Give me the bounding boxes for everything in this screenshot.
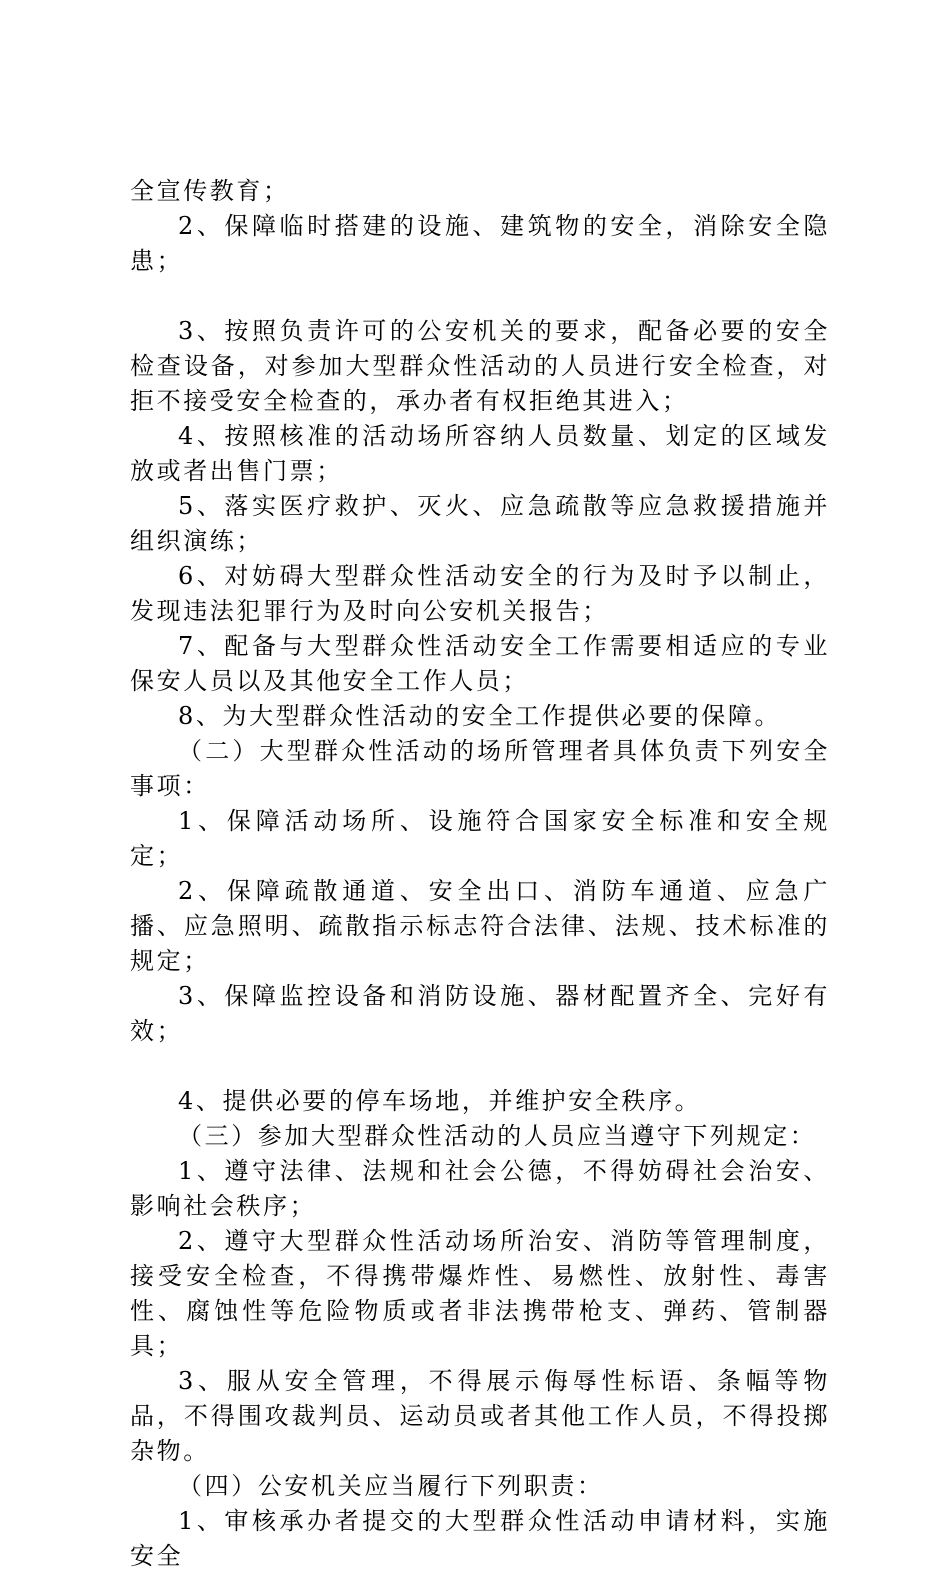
paragraph-continuation: 全宣传教育； [130, 177, 290, 205]
paragraph-item: 1、审核承办者提交的大型群众性活动申请材料，实施安全 [130, 1507, 830, 1570]
paragraph-item: 7、配备与大型群众性活动安全工作需要相适应的专业保安人员以及其他安全工作人员； [130, 632, 830, 695]
paragraph-item: 6、对妨碍大型群众性活动安全的行为及时予以制止，发现违法犯罪行为及时向公安机关报告； [130, 562, 830, 625]
paragraph-item: 1、遵守法律、法规和社会公德，不得妨碍社会治安、影响社会秩序； [130, 1157, 830, 1220]
paragraph-item: 3、保障监控设备和消防设施、器材配置齐全、完好有效； [130, 982, 830, 1045]
paragraph-item: 4、提供必要的停车场地，并维护安全秩序。 [178, 1087, 702, 1115]
paragraph-item: 2、保障疏散通道、安全出口、消防车通道、应急广播、应急照明、疏散指示标志符合法律、法规、技术标准的规定； [130, 877, 830, 975]
paragraph-item: 1、保障活动场所、设施符合国家安全标准和安全规定； [130, 807, 830, 870]
section-heading: （二）大型群众性活动的场所管理者具体负责下列安全事项： [130, 737, 830, 800]
paragraph-item: 8、为大型群众性活动的安全工作提供必要的保障。 [178, 702, 782, 730]
document-body [130, 174, 830, 1574]
section-heading: （四）公安机关应当履行下列职责： [178, 1472, 604, 1500]
paragraph-item: 5、落实医疗救护、灭火、应急疏散等应急救援措施并组织演练； [130, 492, 830, 555]
paragraph-item: 2、保障临时搭建的设施、建筑物的安全，消除安全隐患； [130, 212, 830, 275]
paragraph-item: 3、按照负责许可的公安机关的要求，配备必要的安全检查设备，对参加大型群众性活动的人员进行安全检查，对拒不接受安全检查的，承办者有权拒绝其进入； [130, 317, 830, 415]
section-heading: （三）参加大型群众性活动的人员应当遵守下列规定： [178, 1122, 817, 1150]
paragraph-item: 4、按照核准的活动场所容纳人员数量、划定的区域发放或者出售门票； [130, 422, 830, 485]
paragraph-item: 3、服从安全管理，不得展示侮辱性标语、条幅等物品，不得围攻裁判员、运动员或者其他工作人员，不得投掷杂物。 [130, 1367, 830, 1465]
paragraph-item: 2、遵守大型群众性活动场所治安、消防等管理制度，接受安全检查，不得携带爆炸性、易燃性、放射性、毒害性、腐蚀性等危险物质或者非法携带枪支、弹药、管制器具； [130, 1227, 830, 1360]
